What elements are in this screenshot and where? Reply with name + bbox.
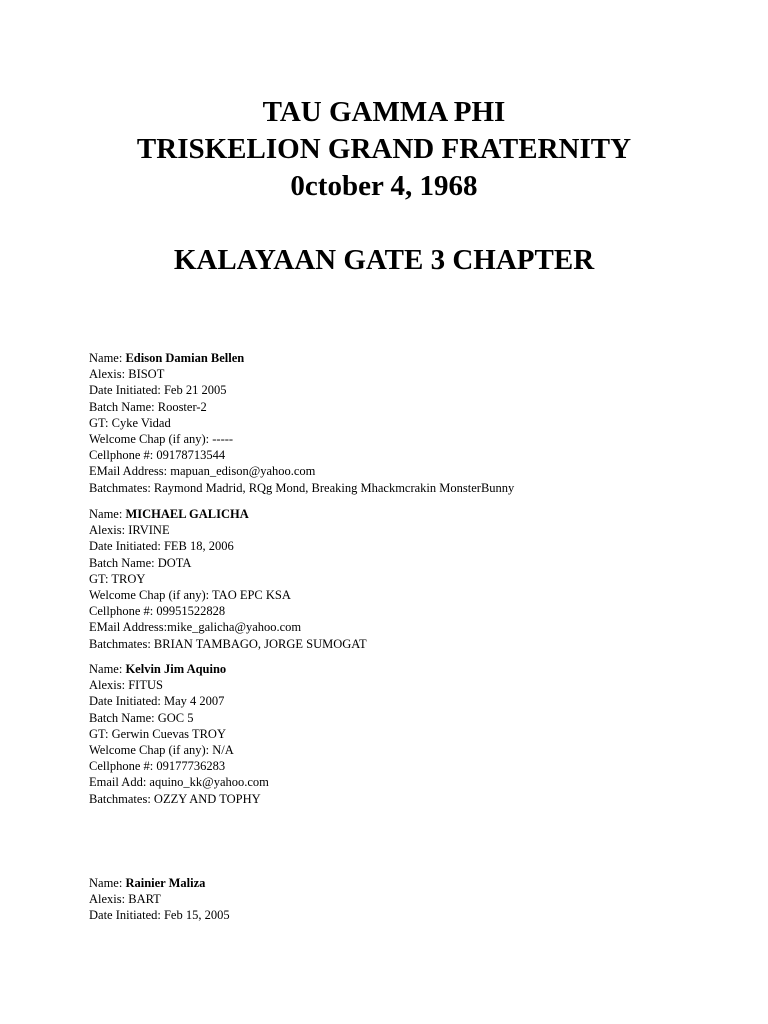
record-line: EMail Address: mapuan_edison@yahoo.com (89, 464, 316, 479)
member-name: MICHAEL GALICHA (125, 507, 249, 521)
member-name: Edison Damian Bellen (125, 351, 245, 365)
member-record (89, 506, 367, 652)
record-name-line (89, 350, 514, 366)
record-line: Welcome Chap (if any): ----- (89, 432, 234, 447)
record-line: Batchmates: OZZY AND TOPHY (89, 791, 261, 806)
record-line: Cellphone #: 09951522828 (89, 604, 226, 619)
record-name-line (89, 875, 230, 891)
record-line: Alexis: FITUS (89, 678, 163, 693)
member-record (89, 875, 230, 924)
record-line: Batch Name: GOC 5 (89, 710, 194, 725)
record-line: Cellphone #: 09177736283 (89, 759, 226, 774)
member-name: Kelvin Jim Aquino (125, 662, 227, 676)
record-line: GT: Gerwin Cuevas TROY (89, 726, 226, 741)
record-line: Welcome Chap (if any): TAO EPC KSA (89, 588, 291, 603)
member-record (89, 350, 514, 496)
record-line: EMail Address:mike_galicha@yahoo.com (89, 620, 302, 635)
name-label: Name: (89, 351, 123, 365)
name-label: Name: (89, 662, 123, 676)
header-organization: TAU GAMMA PHI (262, 96, 506, 128)
record-line: Alexis: IRVINE (89, 523, 170, 538)
header-founding-date: 0ctober 4, 1968 (290, 170, 478, 202)
record-line: GT: TROY (89, 571, 146, 586)
record-line: Date Initiated: Feb 21 2005 (89, 383, 227, 398)
record-line: Batch Name: Rooster-2 (89, 399, 207, 414)
document-header (0, 94, 768, 279)
record-name-line (89, 661, 269, 677)
record-line: GT: Cyke Vidad (89, 415, 171, 430)
name-label: Name: (89, 507, 123, 521)
record-line: Batchmates: Raymond Madrid, RQg Mond, Breaking Mhackmcrakin MonsterBunny (89, 480, 515, 495)
record-line: Email Add: aquino_kk@yahoo.com (89, 775, 269, 790)
record-name-line (89, 506, 367, 522)
record-line: Date Initiated: FEB 18, 2006 (89, 539, 234, 554)
record-line: Batch Name: DOTA (89, 555, 192, 570)
record-line: Date Initiated: May 4 2007 (89, 694, 225, 709)
record-line: Batchmates: BRIAN TAMBAGO, JORGE SUMOGAT (89, 636, 367, 651)
header-fraternity: TRISKELION GRAND FRATERNITY (136, 133, 632, 165)
record-line: Alexis: BART (89, 892, 161, 907)
record-line: Alexis: BISOT (89, 367, 165, 382)
member-record (89, 661, 269, 807)
member-name: Rainier Maliza (125, 876, 206, 890)
header-chapter: KALAYAAN GATE 3 CHAPTER (173, 244, 595, 276)
record-line: Cellphone #: 09178713544 (89, 448, 226, 463)
record-line: Welcome Chap (if any): N/A (89, 743, 234, 758)
record-line: Date Initiated: Feb 15, 2005 (89, 908, 230, 923)
name-label: Name: (89, 876, 123, 890)
